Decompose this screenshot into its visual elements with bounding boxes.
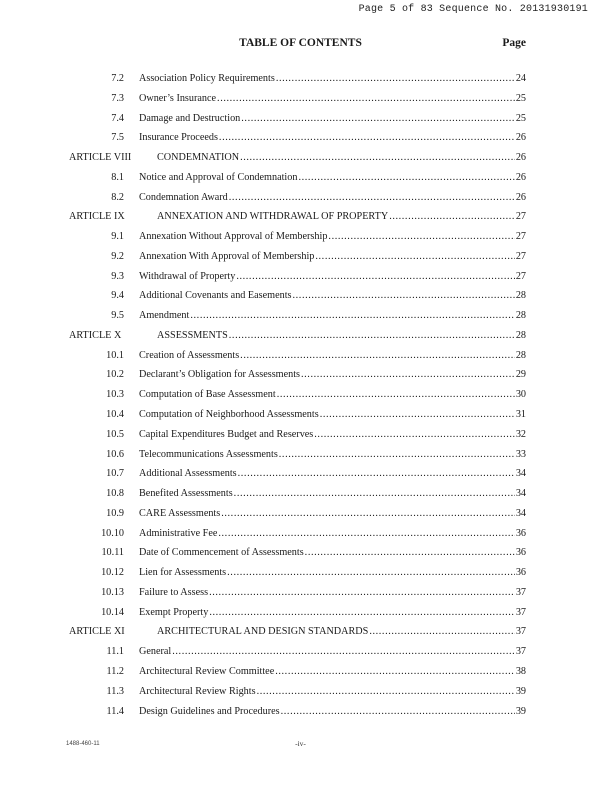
entry-title-line (139, 445, 526, 465)
entry-title-line (139, 405, 526, 425)
entry-title-line (139, 168, 526, 188)
dot-leader (257, 682, 515, 702)
page-ref: 34 (515, 468, 526, 480)
page-ref: 26 (515, 152, 526, 164)
toc-section-row (0, 306, 601, 326)
section-number: 11.1 (106, 646, 124, 658)
section-number: 10.3 (106, 389, 124, 401)
toc-section-row (0, 405, 601, 425)
sequence-stamp: Page 5 of 83 Sequence No. 20131930191 (358, 4, 588, 15)
section-title: Damage and Destruction (139, 112, 241, 124)
page-ref: 39 (515, 685, 526, 697)
section-title: Exempt Property (139, 606, 209, 618)
toc-section-row (0, 267, 601, 287)
section-title: Condemnation Award (139, 191, 228, 203)
article-title: ARCHITECTURAL AND DESIGN STANDARDS (157, 626, 369, 638)
article-title: ANNEXATION AND WITHDRAWAL OF PROPERTY (157, 211, 389, 223)
entry-title-line (157, 622, 526, 642)
section-title: Additional Covenants and Easements (139, 290, 292, 302)
toc-section-row (0, 504, 601, 524)
toc-article-row (0, 622, 601, 642)
section-number: 7.2 (111, 73, 124, 84)
section-title: Architectural Review Rights (139, 685, 256, 697)
section-title: Lien for Assessments (139, 567, 227, 579)
dot-leader (314, 425, 515, 445)
dot-leader (328, 227, 514, 247)
toc-section-row (0, 662, 601, 682)
section-title: Telecommunications Assessments (139, 448, 278, 460)
section-number: 7.3 (111, 92, 124, 104)
page-ref: 37 (515, 646, 526, 658)
entry-title-line (139, 227, 526, 247)
section-title: Additional Assessments (139, 468, 237, 480)
dot-leader (320, 405, 515, 425)
section-title: Architectural Review Committee (139, 665, 275, 677)
toc-section-row (0, 247, 601, 267)
entry-title-line (139, 346, 526, 366)
section-number: 10.5 (106, 428, 124, 440)
section-title: Declarant’s Obligation for Assessments (139, 369, 300, 381)
page-ref: 27 (515, 250, 526, 262)
toc-section-row (0, 425, 601, 445)
page-ref: 27 (515, 211, 526, 223)
page-ref: 25 (515, 92, 526, 104)
toc-title: TABLE OF CONTENTS (239, 37, 362, 49)
dot-leader (227, 563, 515, 583)
page-ref: 37 (515, 626, 526, 638)
section-number: 10.7 (106, 468, 124, 480)
section-number: 11.2 (106, 665, 124, 677)
page-ref: 25 (515, 112, 526, 124)
dot-leader (172, 642, 515, 662)
section-number: 9.3 (111, 270, 124, 282)
dot-leader (236, 267, 514, 287)
entry-title-line (139, 484, 526, 504)
section-number: 10.2 (106, 369, 124, 381)
section-number: 11.4 (106, 705, 124, 717)
toc-article-row (0, 207, 601, 227)
article-label: ARTICLE IX (69, 211, 125, 223)
toc-section-row (0, 524, 601, 544)
section-number: 10.12 (101, 567, 124, 579)
entry-title-line (139, 425, 526, 445)
section-title: Owner’s Insurance (139, 92, 217, 104)
dot-leader (209, 583, 515, 603)
page-ref: 36 (515, 547, 526, 559)
dot-leader (218, 524, 514, 544)
dot-leader (241, 109, 515, 129)
entry-title-line (139, 464, 526, 484)
toc-section-row (0, 642, 601, 662)
toc-section-row (0, 109, 601, 129)
dot-leader (315, 247, 514, 267)
entry-title-line (139, 682, 526, 702)
article-title: ASSESSMENTS (157, 329, 228, 341)
section-title: Administrative Fee (139, 527, 218, 539)
dot-leader (209, 603, 514, 623)
page-ref: 33 (515, 448, 526, 460)
page-ref: 39 (515, 705, 526, 717)
entry-title-line (139, 267, 526, 287)
page-number: -iv- (295, 739, 306, 748)
entry-title-line (139, 524, 526, 544)
section-number: 9.4 (111, 290, 124, 302)
dot-leader (305, 543, 515, 563)
toc-section-row (0, 69, 601, 89)
section-number: 10.4 (106, 409, 124, 421)
dot-leader (219, 128, 515, 148)
toc-section-row (0, 286, 601, 306)
toc-section-row (0, 702, 601, 722)
page-ref: 28 (515, 349, 526, 361)
section-number: 10.10 (101, 527, 124, 539)
article-title: CONDEMNATION (157, 152, 240, 164)
section-title: Association Policy Requirements (139, 73, 275, 84)
entry-title-line (157, 207, 526, 227)
entry-title-line (139, 306, 526, 326)
dot-leader (369, 622, 514, 642)
section-title: Amendment (139, 310, 190, 322)
dot-leader (275, 662, 515, 682)
toc-section-row (0, 603, 601, 623)
toc-article-row (0, 326, 601, 346)
dot-leader (234, 484, 515, 504)
toc-section-row (0, 543, 601, 563)
section-number: 10.9 (106, 507, 124, 519)
toc-section-row (0, 682, 601, 702)
page-ref: 36 (515, 527, 526, 539)
page-ref: 26 (515, 191, 526, 203)
section-title: General (139, 646, 172, 658)
dot-leader (229, 326, 515, 346)
section-number: 11.3 (106, 685, 124, 697)
dot-leader (217, 89, 515, 109)
entry-title-line (139, 365, 526, 385)
toc-section-row (0, 365, 601, 385)
dot-leader (238, 464, 515, 484)
entry-title-line (139, 385, 526, 405)
page-ref: 34 (515, 507, 526, 519)
toc-section-row (0, 188, 601, 208)
entry-title-line (139, 69, 526, 89)
toc-section-row (0, 563, 601, 583)
entry-title-line (139, 543, 526, 563)
entry-title-line (139, 109, 526, 129)
section-title: Annexation Without Approval of Membership (139, 231, 328, 243)
dot-leader (301, 365, 515, 385)
page-column-header: Page (502, 37, 526, 49)
section-number: 9.2 (111, 250, 124, 262)
dot-leader (190, 306, 514, 326)
dot-leader (277, 385, 515, 405)
entry-title-line (139, 642, 526, 662)
toc-section-row (0, 227, 601, 247)
page-ref: 34 (515, 488, 526, 500)
dot-leader (389, 207, 515, 227)
section-title: Date of Commencement of Assessments (139, 547, 304, 559)
entry-title-line (157, 326, 526, 346)
section-number: 10.11 (101, 547, 124, 559)
section-title: Notice and Approval of Condemnation (139, 171, 298, 183)
page-ref: 26 (515, 171, 526, 183)
dot-leader (276, 69, 515, 89)
toc-section-row (0, 484, 601, 504)
table-of-contents (0, 69, 601, 721)
article-label: ARTICLE VIII (69, 152, 132, 164)
entry-title-line (139, 504, 526, 524)
toc-section-row (0, 346, 601, 366)
article-label: ARTICLE X (69, 329, 122, 341)
page-ref: 28 (515, 329, 526, 341)
entry-title-line (139, 188, 526, 208)
entry-title-line (139, 128, 526, 148)
document-id: 1488-460-11 (66, 741, 100, 747)
page-ref: 24 (515, 73, 526, 84)
section-number: 10.14 (101, 606, 124, 618)
entry-title-line (139, 583, 526, 603)
section-title: Creation of Assessments (139, 349, 240, 361)
toc-article-row (0, 148, 601, 168)
page-ref: 30 (515, 389, 526, 401)
section-title: Failure to Assess (139, 586, 209, 598)
section-title: Computation of Neighborhood Assessments (139, 409, 319, 421)
page-ref: 37 (515, 586, 526, 598)
section-title: Benefited Assessments (139, 488, 233, 500)
dot-leader (240, 346, 515, 366)
section-number: 7.5 (111, 132, 124, 144)
entry-title-line (139, 603, 526, 623)
toc-section-row (0, 89, 601, 109)
section-number: 8.2 (111, 191, 124, 203)
dot-leader (221, 504, 515, 524)
page-ref: 38 (515, 665, 526, 677)
entry-title-line (139, 89, 526, 109)
section-number: 7.4 (111, 112, 124, 124)
section-number: 10.1 (106, 349, 124, 361)
dot-leader (293, 286, 515, 306)
dot-leader (279, 445, 515, 465)
entry-title-line (139, 702, 526, 722)
section-number: 10.13 (101, 586, 124, 598)
toc-section-row (0, 464, 601, 484)
dot-leader (229, 188, 515, 208)
section-title: Withdrawal of Property (139, 270, 236, 282)
section-title: Capital Expenditures Budget and Reserves (139, 428, 314, 440)
page-ref: 29 (515, 369, 526, 381)
entry-title-line (157, 148, 526, 168)
page-ref: 27 (515, 231, 526, 243)
section-number: 9.1 (111, 231, 124, 243)
dot-leader (240, 148, 515, 168)
entry-title-line (139, 286, 526, 306)
section-number: 10.6 (106, 448, 124, 460)
page-ref: 32 (515, 428, 526, 440)
entry-title-line (139, 563, 526, 583)
article-label: ARTICLE XI (69, 626, 125, 638)
page-ref: 36 (515, 567, 526, 579)
section-number: 9.5 (111, 310, 124, 322)
toc-section-row (0, 445, 601, 465)
toc-section-row (0, 168, 601, 188)
toc-section-row (0, 128, 601, 148)
section-title: Insurance Proceeds (139, 132, 218, 144)
section-number: 8.1 (111, 171, 124, 183)
toc-section-row (0, 583, 601, 603)
dot-leader (281, 702, 515, 722)
toc-section-row (0, 385, 601, 405)
page-ref: 26 (515, 132, 526, 144)
entry-title-line (139, 662, 526, 682)
entry-title-line (139, 247, 526, 267)
section-title: Design Guidelines and Procedures (139, 705, 280, 717)
page-ref: 27 (515, 270, 526, 282)
page-ref: 28 (515, 290, 526, 302)
section-title: CARE Assessments (139, 507, 221, 519)
page-ref: 31 (515, 409, 526, 421)
section-number: 10.8 (106, 488, 124, 500)
section-title: Annexation With Approval of Membership (139, 250, 315, 262)
dot-leader (298, 168, 514, 188)
page-ref: 37 (515, 606, 526, 618)
section-title: Computation of Base Assessment (139, 389, 276, 401)
page-ref: 28 (515, 310, 526, 322)
